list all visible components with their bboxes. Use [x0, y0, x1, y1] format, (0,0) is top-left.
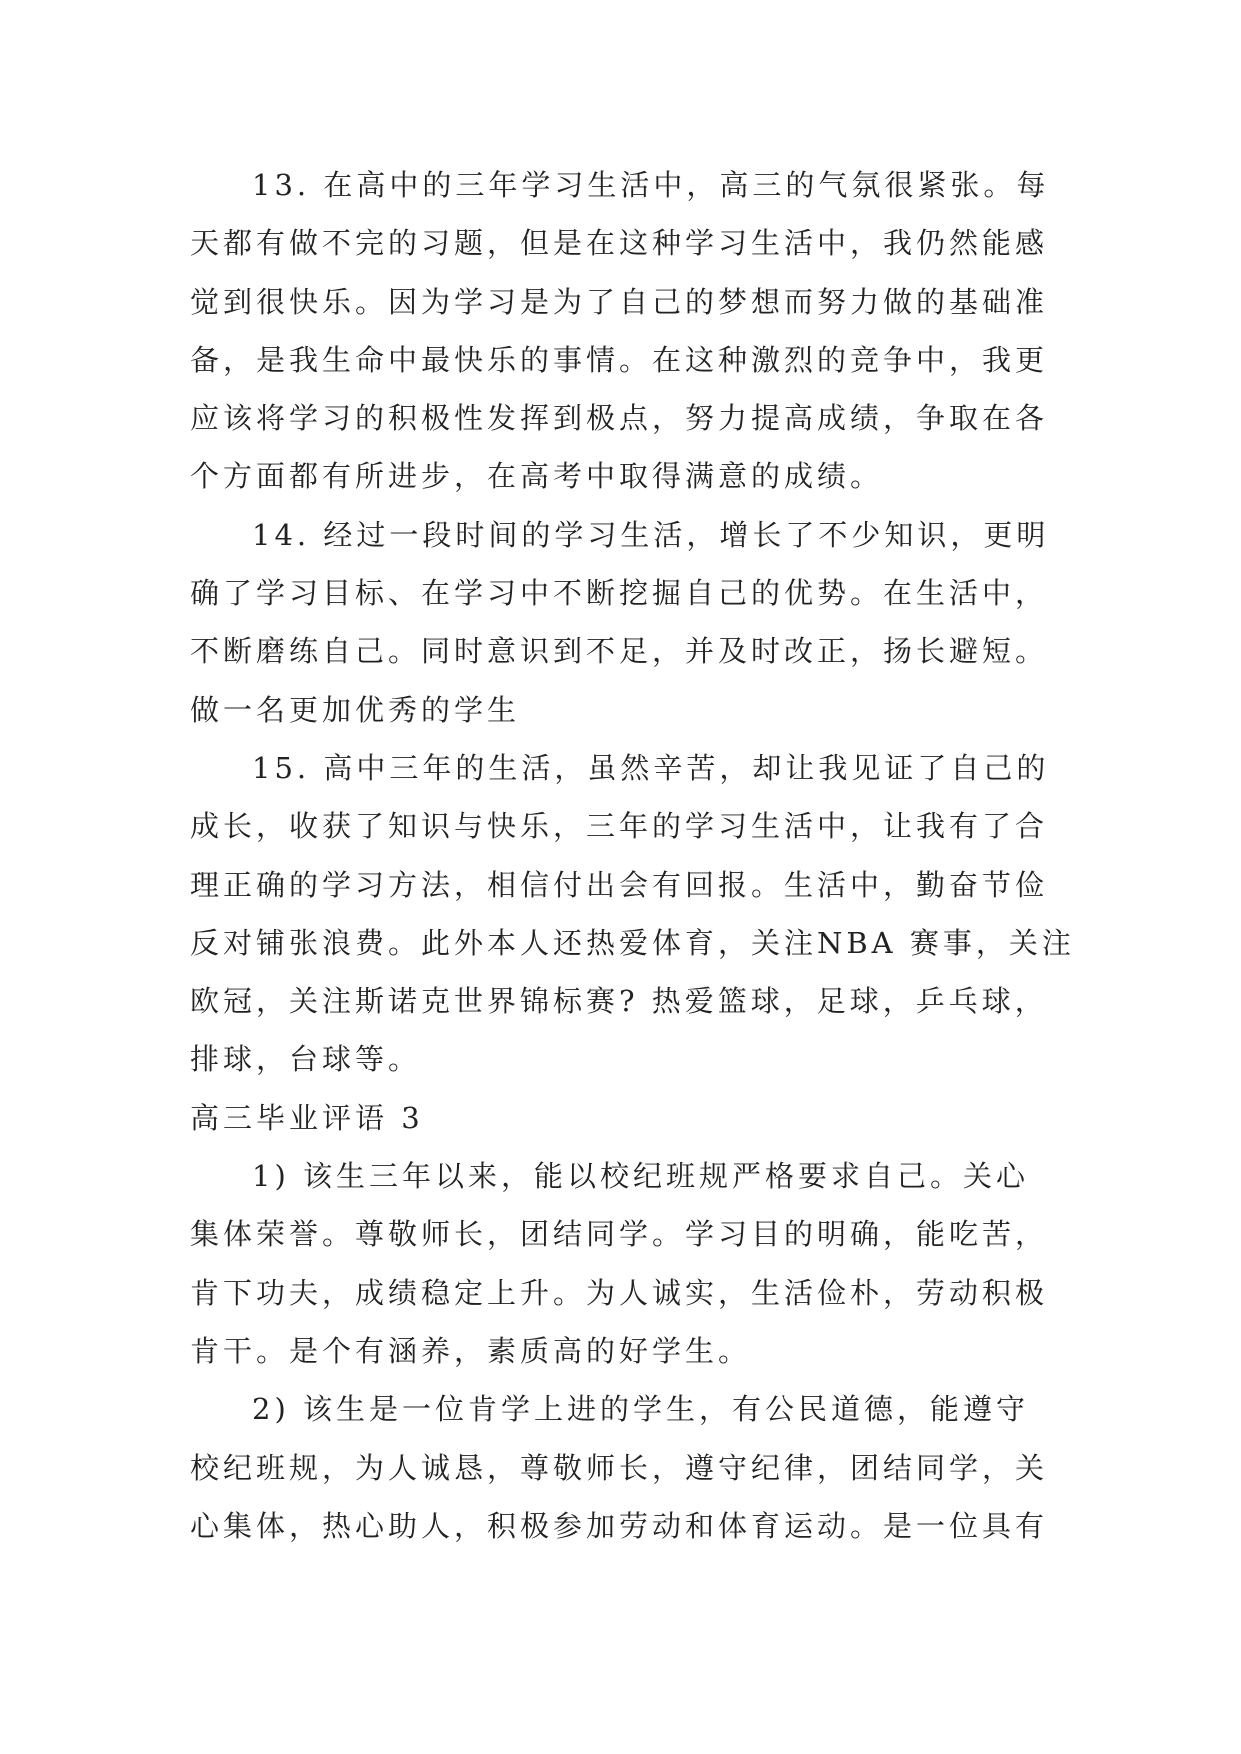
text-line: 2) 该生是一位肯学上进的学生，有公民道德，能遵守	[252, 1392, 1029, 1427]
text-line: 备，是我生命中最快乐的事情。在这种激烈的竞争中，我更	[190, 342, 1049, 377]
text-line: 不断磨练自己。同时意识到不足，并及时改正，扬长避短。	[190, 634, 1049, 669]
text-line: 欧冠，关注斯诺克世界锦标赛? 热爱篮球，足球，乒乓球，	[190, 984, 1048, 1019]
paragraph-14	[190, 506, 1090, 739]
text-line: 理正确的学习方法，相信付出会有回报。生活中，勤奋节俭	[190, 867, 1049, 902]
text-line: 排球，台球等。	[190, 1042, 422, 1077]
text-line: 校纪班规，为人诚恳，尊敬师长，遵守纪律，团结同学，关	[190, 1450, 1049, 1485]
text-line: 心集体，热心助人，积极参加劳动和体育运动。是一位具有	[190, 1508, 1049, 1543]
paragraph-15	[190, 739, 1090, 1089]
text-line: 应该将学习的积极性发挥到极点，努力提高成绩，争取在各	[190, 401, 1049, 436]
text-line: 反对铺张浪费。此外本人还热爱体育，关注NBA 赛事，关注	[190, 925, 1075, 960]
text-line: 肯干。是个有涵养，素质高的好学生。	[190, 1333, 752, 1368]
text-line: 做一名更加优秀的学生	[190, 692, 521, 727]
document-body	[190, 156, 1090, 1555]
text-line: 天都有做不完的习题，但是在这种学习生活中，我仍然能感	[190, 226, 1049, 261]
paragraph-comment-1	[190, 1147, 1090, 1380]
text-line: 确了学习目标、在学习中不断挖掘自己的优势。在生活中，	[190, 576, 1049, 611]
text-line: 成长，收获了知识与快乐，三年的学习生活中，让我有了合	[190, 809, 1049, 844]
text-line: 15. 高中三年的生活，虽然辛苦，却让我见证了自己的	[252, 750, 1050, 785]
text-line: 14. 经过一段时间的学习生活，增长了不少知识，更明	[252, 517, 1050, 552]
text-line: 13. 在高中的三年学习生活中，高三的气氛很紧张。每	[252, 168, 1050, 202]
paragraph-comment-2	[190, 1380, 1090, 1555]
section-heading-block	[190, 1089, 1090, 1147]
section-heading: 高三毕业评语 3	[190, 1100, 424, 1135]
text-line: 1) 该生三年以来，能以校纪班规严格要求自己。关心	[252, 1159, 1029, 1194]
text-line: 个方面都有所进步，在高考中取得满意的成绩。	[190, 459, 884, 494]
text-line: 集体荣誉。尊敬师长，团结同学。学习目的明确，能吃苦，	[190, 1217, 1049, 1252]
paragraph-13	[190, 156, 1090, 506]
text-line: 肯下功夫，成绩稳定上升。为人诚实，生活俭朴，劳动积极	[190, 1275, 1049, 1310]
text-line: 觉到很快乐。因为学习是为了自己的梦想而努力做的基础准	[190, 284, 1049, 319]
